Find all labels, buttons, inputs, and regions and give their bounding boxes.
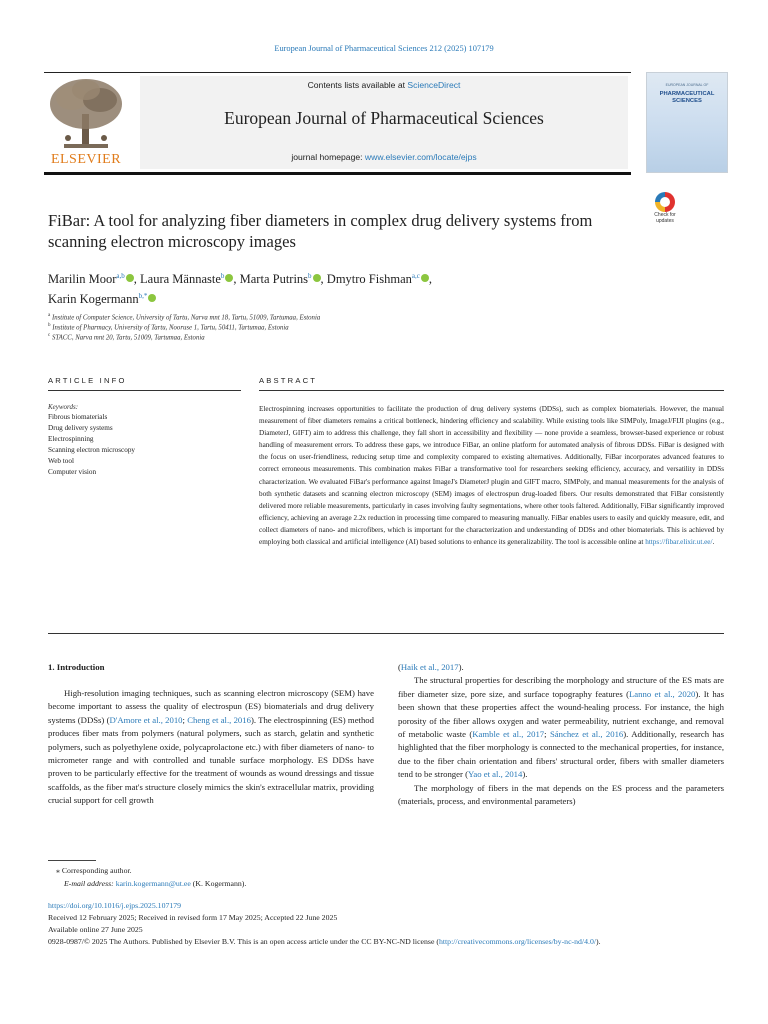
keyword: Web tool	[48, 457, 74, 465]
intro-paragraph: (Haik et al., 2017).	[398, 662, 464, 672]
available-online-date: Available online 27 June 2025	[48, 925, 143, 934]
author-affiliation-marker[interactable]: b,*	[138, 292, 148, 301]
corresponding-author-note: ⁎ Corresponding author.	[56, 866, 132, 875]
author-name[interactable]: Laura Männaste	[140, 272, 221, 287]
elsevier-wordmark: ELSEVIER	[50, 152, 122, 167]
keyword: Fibrous biomaterials	[48, 413, 108, 421]
article-info-heading: ARTICLE INFO	[48, 376, 127, 385]
citation-link[interactable]: Yao et al., 2014	[467, 769, 523, 780]
article-info-rule	[48, 390, 241, 391]
abstract-end-rule	[48, 633, 724, 634]
keyword: Electrospinning	[48, 435, 94, 443]
journal-cover-thumbnail[interactable]	[646, 72, 728, 173]
sciencedirect-link[interactable]: ScienceDirect	[407, 80, 461, 90]
author-name[interactable]: Marta Putrins	[239, 272, 309, 287]
license-statement: 0928-0987/© 2025 The Authors. Published by Elsevier B.V. This is an open access article under the CC BY-NC-ND license (http://creativecommons.org/licenses/by-nc-nd/4.0/).	[48, 937, 601, 946]
author-list: Marilin Moor$^{a,b}$ , Laura Männaste$^b$ , Marta Putrins$^b$ , Dmytro Fishman$^{a,c}$ , Karin Kogermann$^{b,*}$	[48, 272, 432, 307]
homepage-prefix: journal homepage:	[291, 152, 365, 162]
email-label: E-mail address:	[64, 879, 116, 888]
journal-title: European Journal of Pharmaceutical Sciences	[224, 108, 544, 128]
keywords-label: Keywords:	[48, 403, 79, 411]
check-updates-label: Check for updates	[654, 212, 676, 224]
keyword: Computer vision	[48, 468, 97, 476]
contents-line	[140, 80, 628, 90]
abstract-rule	[259, 390, 724, 391]
cover-title: PHARMACEUTICAL SCIENCES	[659, 91, 715, 104]
author-name[interactable]: Marilin Moor	[48, 272, 117, 287]
journal-citation[interactable]: European Journal of Pharmaceutical Sciences 212 (2025) 107179	[274, 44, 494, 53]
doi-link[interactable]: https://doi.org/10.1016/j.ejps.2025.107179	[48, 901, 182, 910]
contents-prefix: Contents lists available at	[307, 80, 408, 90]
intro-paragraph: High-resolution imaging techniques, such as scanning electron microscopy (SEM) have become important to assess the quality of electrospun (ES) biomaterials and drug delivery systems (DDSs) (D'Amore et al., 2010; Cheng et al., 2016). The electrospinning (ES) method produces fiber mats from polymers (natural polymers, such as starch, gelatin and synthetic polymers, such as polyethylene oxide, polycaprolactone etc.) with fiber diameters of nano- to micrometer range and with controlled and tunable surface morphology. ES DDSs have proven to be particularly effective for the treatment of wounds as wound dressings and tissue scaffolds, as the fiber mat's structure closely mimics the skin's extracellular matrix, providing crucial support for cell growth	[48, 688, 374, 806]
intro-right-column	[398, 661, 724, 808]
orcid-icon[interactable]	[126, 274, 134, 282]
license-link[interactable]: http://creativecommons.org/licenses/by-nc-nd/4.0/	[438, 937, 597, 946]
orcid-icon[interactable]	[225, 274, 233, 282]
affiliation: $^a$ Institute of Computer Science, University of Tartu, Narva mnt 18, Tartu, 51009, Tartumaa, Estonia	[48, 313, 321, 322]
elsevier-logo	[44, 76, 128, 168]
cover-subtitle: EUROPEAN JOURNAL OF	[665, 83, 709, 87]
citation-link[interactable]: Lanno et al., 2020	[629, 688, 696, 699]
abstract-body: Electrospinning increases opportunities to facilitate the production of drug delivery systems (DDSs), such as complex biomaterials. However, the manual measurement of fiber diameters remains a critical bottleneck, hindering efficiency and scalability. While existing tools like SIMPoly, ImageJ/FIJI plugins (e.g., DiameterJ, GIFT) aim to address this challenge, they fall short in accessibility and flexibility — none provide a seamless, browser-based experience or robust handling of measurement errors. To address these gaps, we introduce FiBar, an online platform for automated analysis of fibrous DDSs. FiBar is designed with the focus on user-friendliness, reducing setup time and complexity compared to existing alternatives. Additionally, FiBar incorporates advanced features to correct erroneous measurements. This combination makes FiBar a transformative tool for researchers seeking efficiency, accuracy, and versatility in DDSs characterization. We evaluated FiBar's performance against ImageJ's DiameterJ plugin and GIFT macro, SIMPoly, and manual measurements for the analysis of both synthetic datasets and scanning electron microscopy (SEM) images of electrospun drug-loaded fibers. Our results demonstrated that FiBar consistently delivered more reliable measurements, particularly in cases involving faulty segmentations, where other tools faltered. Additionally, FiBar significantly improved efficiency, achieving an average 2.2x reduction in processing time compared to measuring manually. FiBar enables users to easily and quickly measure, edit, and collect diameters of nano- and microfibers, which is important for the characterization and understanding of DDSs and other biomaterials. This is achieved by employing both classical and artificial intelligence (AI) based solutions to enhance its generalizability. The tool is accessible online at https://fibar.elixir.ut.ee/.	[259, 405, 724, 547]
article-title: FiBar: A tool for analyzing fiber diameters in complex drug delivery systems from scanning electron microscopy images	[48, 211, 593, 251]
orcid-icon[interactable]	[148, 294, 156, 302]
intro-left-column	[48, 687, 374, 808]
intro-paragraph: The structural properties for describing the morphology and structure of the ES mats are fiber diameter size, pore size, and surface topography features (Lanno et al., 2020). It has been shown that these properties affect the wound-healing process. For instance, the high porosity of the fiber allows oxygen and water permeability, nutrient exchange, and removal of metabolic waste (Kamble et al., 2017; Sánchez et al., 2016). Additionally, research has highlighted that the fiber morphology is connected to the mechanical properties, for instance, due to the fiber chain orientation and fibers' structural order, fibers with smaller diameters tend to be stronger (Yao et al., 2014).	[398, 675, 724, 780]
citation-link[interactable]: D'Amore et al., 2010	[109, 714, 183, 725]
keyword: Drug delivery systems	[48, 424, 113, 432]
email-line: E-mail address: karin.kogermann@ut.ee (K. Kogermann).	[64, 879, 247, 888]
author-affiliation-marker[interactable]: a,c	[411, 272, 420, 280]
citation-link[interactable]: Sánchez et al., 2016	[549, 729, 624, 740]
citation-link[interactable]: Haik et al., 2017	[400, 662, 459, 672]
citation-link[interactable]: Cheng et al., 2016	[187, 714, 251, 725]
header-top-rule	[44, 72, 631, 73]
abstract-heading: ABSTRACT	[259, 376, 318, 385]
author-name[interactable]: Dmytro Fishman	[326, 272, 412, 287]
orcid-icon[interactable]	[313, 274, 321, 282]
affiliation: $^c$ STACC, Narva mnt 20, Tartu, 51009, Tartumaa, Estonia	[48, 333, 205, 342]
abstract-text: Electrospinning increases opportunities to facilitate the production of drug delivery systems (DDSs), such as complex biomaterials. However, the manual measurement of fiber diameters remains a critical bottleneck, hindering efficiency and scalability. While existing tools like SIMPoly, ImageJ/FIJI plugins (e.g., DiameterJ, GIFT) aim to address this challenge, they fall short in accessibility and flexibility — none provide a seamless, browser-based experience or robust handling of measurement errors. To address these gaps, we introduce FiBar, an online platform for automated analysis of fibrous DDSs. FiBar is designed with the focus on user-friendliness, reducing setup time and complexity compared to existing alternatives. Additionally, FiBar incorporates advanced features to correct erroneous measurements. This combination makes FiBar a transformative tool for researchers seeking efficiency, accuracy, and versatility in DDSs characterization. We evaluated FiBar's performance against ImageJ's DiameterJ plugin and GIFT macro, SIMPoly, and manual measurements for the analysis of both synthetic datasets and scanning electron microscopy (SEM) images of electrospun drug-loaded fibers. Our results demonstrated that FiBar consistently delivered more reliable measurements, particularly in cases involving faulty segmentations, where other tools faltered. Additionally, FiBar significantly improved efficiency, achieving an average 2.2x reduction in processing time compared to measuring manually. FiBar enables users to easily and quickly measure, edit, and collect diameters of nano- and microfibers, which is important for the characterization and understanding of DDSs and other biomaterials. This is achieved by employing both classical and artificial intelligence (AI) based solutions to enhance its generalizability. The tool is accessible online at	[259, 405, 724, 547]
homepage-link[interactable]: www.elsevier.com/locate/ejps	[364, 152, 477, 162]
author-affiliation-marker[interactable]: a,b	[116, 272, 125, 280]
keyword: Scanning electron microscopy	[48, 446, 136, 454]
email-link[interactable]: karin.kogermann@ut.ee	[115, 879, 191, 888]
tree-icon	[44, 76, 128, 152]
check-for-updates-badge[interactable]	[647, 190, 683, 228]
homepage-line	[140, 152, 628, 162]
footnote-rule	[48, 860, 96, 861]
author-affiliation-marker[interactable]: b	[220, 272, 225, 280]
introduction-heading: 1. Introduction	[48, 662, 105, 672]
header-bottom-rule	[44, 172, 631, 175]
orcid-icon[interactable]	[421, 274, 429, 282]
author-name[interactable]: Karin Kogermann	[48, 292, 139, 307]
affiliation: $^b$ Institute of Pharmacy, University of Tartu, Nooruse 1, Tartu, 50411, Tartumaa, Estonia	[48, 323, 289, 332]
author-affiliation-marker[interactable]: b	[308, 272, 312, 280]
citation-link[interactable]: Kamble et al., 2017	[472, 729, 545, 740]
intro-paragraph: The morphology of fibers in the mat depends on the ES process and the parameters (materials, process, and environmental parameters)	[398, 782, 724, 807]
received-dates: Received 12 February 2025; Received in revised form 17 May 2025; Accepted 22 June 2025	[48, 913, 338, 922]
fibar-link[interactable]: https://fibar.elixir.ut.ee/	[645, 538, 713, 547]
